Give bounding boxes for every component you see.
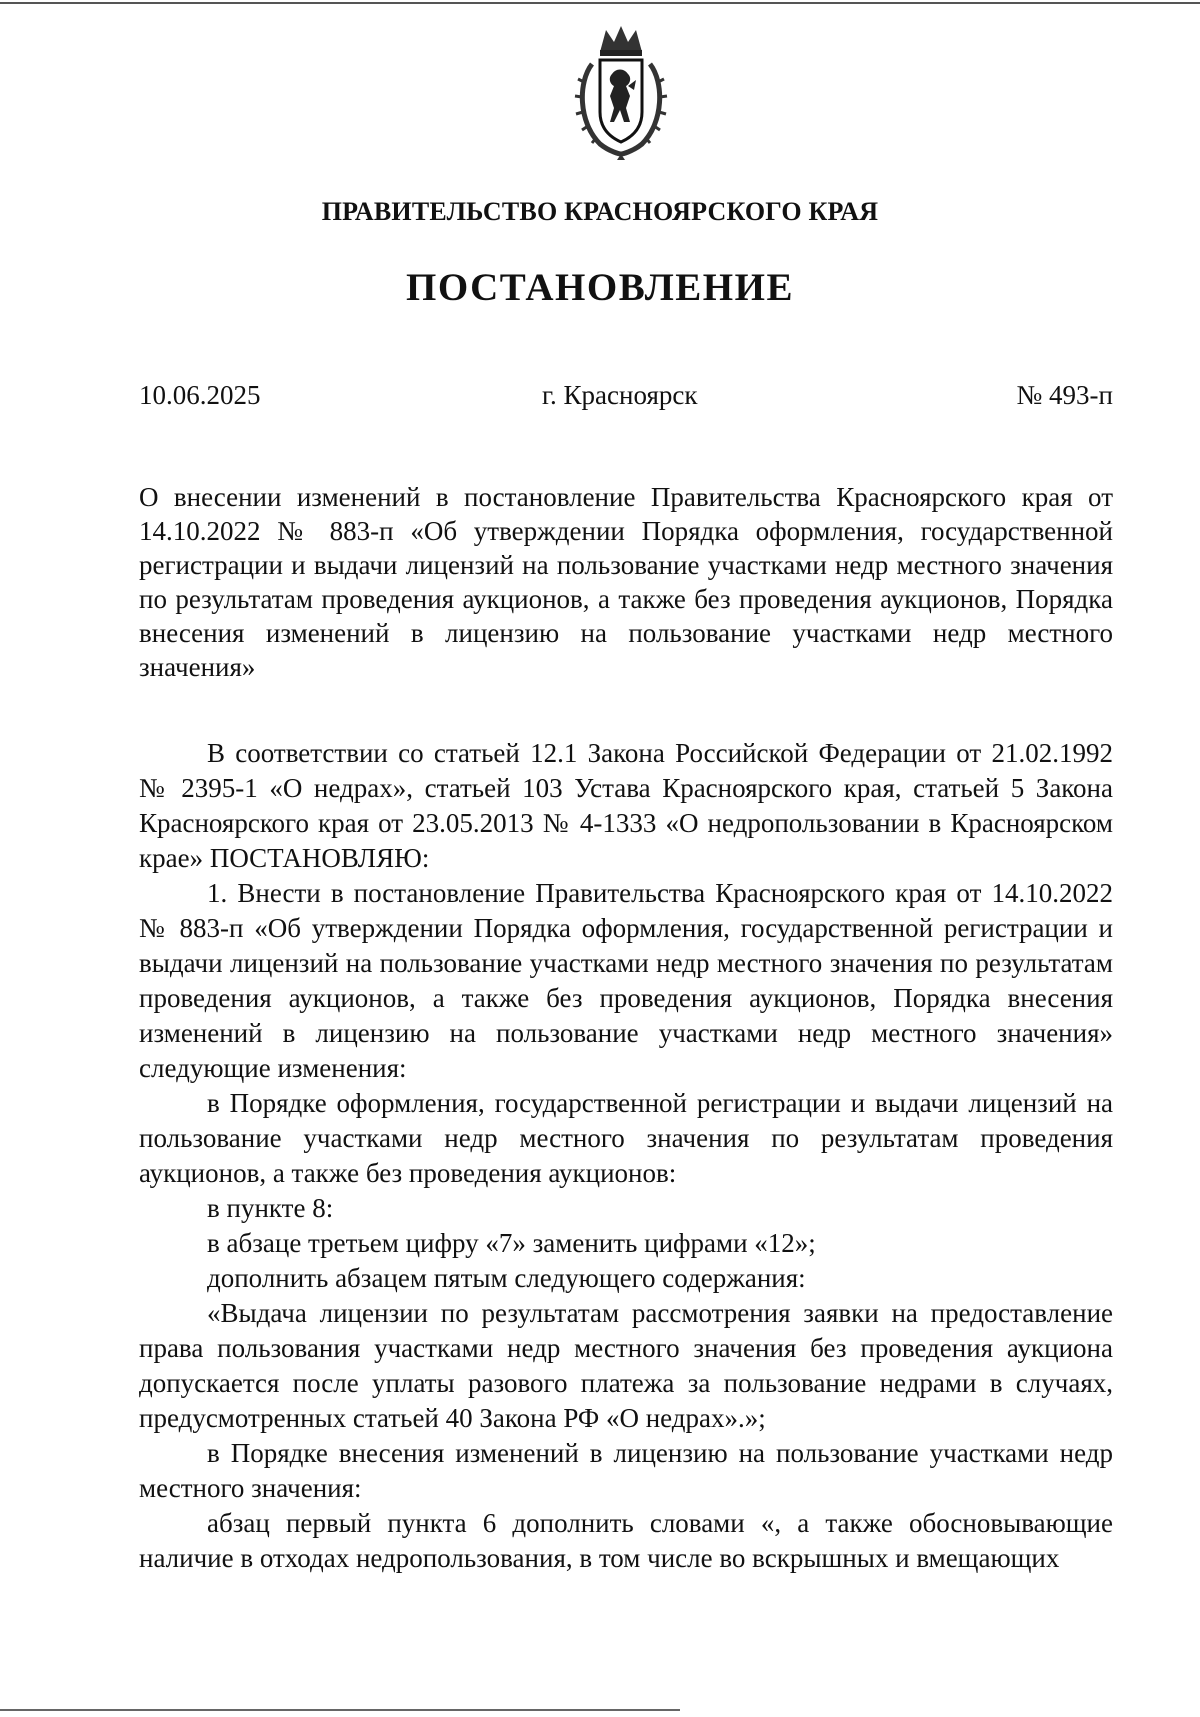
body-paragraph: в пункте 8: <box>207 1193 334 1223</box>
body-paragraph: в Порядке внесения изменений в лицензию на пользование участками недр местного значения: <box>139 1438 1113 1503</box>
body-paragraph: в абзаце третьем цифру «7» заменить цифрами «12»; <box>207 1228 816 1258</box>
document-type-title: ПОСТАНОВЛЕНИЕ <box>405 266 794 309</box>
organization-name: ПРАВИТЕЛЬСТВО КРАСНОЯРСКОГО КРАЯ <box>321 197 879 226</box>
scan-edge-bottom <box>0 1709 680 1711</box>
body-paragraph: абзац первый пункта 6 дополнить словами «, а также обосновывающие наличие в отходах недропользования, в том числе во вскрышных и вмещающих <box>139 1508 1113 1573</box>
body-paragraph: в Порядке оформления, государственной регистрации и выдачи лицензий на пользование участками недр местного значения по результатам проведения аукционов, а также без проведения аукционов: <box>139 1088 1113 1188</box>
document-date: 10.06.2025 <box>139 380 261 410</box>
document-city: г. Красноярск <box>542 380 698 410</box>
body-paragraph: «Выдача лицензии по результатам рассмотрения заявки на предоставление права пользования участками недр местного значения без проведения аукциона допускается после уплаты разового платежа за пользование недрами в случаях, предусмотренных статьей 40 Закона РФ «О недрах».»; <box>139 1298 1113 1433</box>
body-paragraph: В соответствии со статьей 12.1 Закона Российской Федерации от 21.02.1992 № 2395-1 «О недрах», статьей 103 Устава Красноярского края, статьей 5 Закона Красноярского края от 23.05.2013 № 4-1333 «О недропользовании в Красноярском крае» ПОСТАНОВЛЯЮ: <box>139 738 1113 873</box>
body-paragraph: дополнить абзацем пятым следующего содержания: <box>207 1263 806 1293</box>
coat-of-arms-emblem <box>570 22 672 162</box>
document-number: № 493-п <box>1016 380 1113 410</box>
document-subject: О внесении изменений в постановление Правительства Красноярского края от 14.10.2022 № 883-п «Об утверждении Порядка оформления, государственной регистрации и выдачи лицензий на пользование участками недр местного значения по результатам проведения аукционов, а также без проведения аукционов, Порядка внесения изменений в лицензию на пользование участками недр местного значения» <box>139 482 1113 682</box>
body-paragraph: 1. Внести в постановление Правительства Красноярского края от 14.10.2022 № 883-п «Об утверждении Порядка оформления, государственной регистрации и выдачи лицензий на пользование участками недр местного значения по результатам проведения аукционов, а также без проведения аукционов, Порядка внесения изменений в лицензию на пользование участками недр местного значения» следующие изменения: <box>139 878 1113 1083</box>
document-body <box>139 736 1113 1576</box>
scan-edge-top <box>0 2 1200 4</box>
